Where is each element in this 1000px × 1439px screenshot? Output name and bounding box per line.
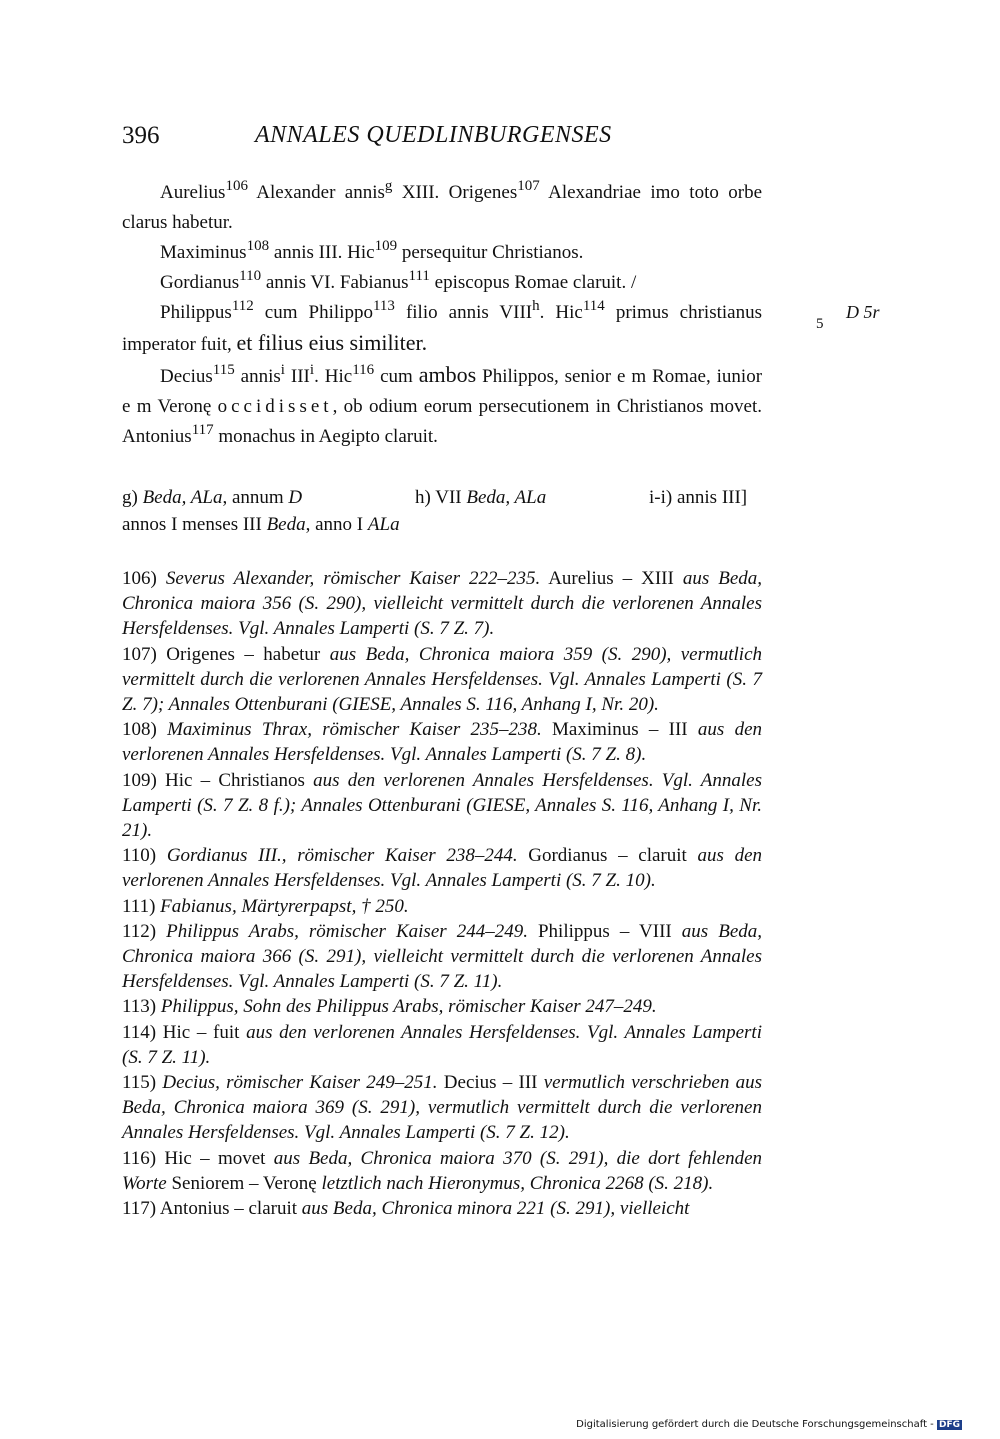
footnote: 111) Fabianus, Märtyrerpapst, † 250. [122,895,409,917]
footnote: 110) Gordianus III., römischer Kaiser 238–244. Gordianus – claruit aus den verlorenen Annales Hersfeldenses. Vgl. Annales Lamperti (S. 7 Z. 10). [122,845,763,892]
apparatus-note-g: g) Beda, ALa, annum D [122,487,303,508]
footnote: 112) Philippus Arabs, römischer Kaiser 244–249. Philippus – VIII aus Beda, Chronica maiora 366 (S. 291), vielleicht vermittelt durch die verlorenen Annales Hersfeldenses. Vgl. Annales Lamperti (S. 7 Z. 11). [122,920,763,993]
running-title: ANNALES QUEDLINBURGENSES [255,122,612,148]
footnote: 115) Decius, römischer Kaiser 249–251. Decius – III vermutlich verschrieben aus Beda, Chronica maiora 369 (S. 291), vermutlich vermittelt durch die verlorenen Annales Hersfeldenses. Vgl. Annales Lamperti (S. 7 Z. 12). [122,1072,762,1144]
paragraph-gordianus: Gordianus$^{110}$ annis VI. Fabianus$^{111}$ episcopus Romae claruit. / [160,268,637,293]
digitization-footer: Digitalisierung gefördert durch die Deutsche Forschungsgemeinschaft - DFG [576,1419,960,1430]
footnote: 108) Maximinus Thrax, römischer Kaiser 235–238. Maximinus – III aus den verlorenen Annales Hersfeldenses. Vgl. Annales Lamperti (S. 7 Z. 8). [122,719,763,766]
paragraph-decius: Decius$^{115}$ annis$^i$ III$^i$. Hic$^{116}$ cum ambos Philippos, senior e m Romae, iunior e m Veronę occidisset, ob odium eorum persecutionem in Christianos movet. Antonius$^{117}$ monachus in Aegipto claruit. [122,362,763,447]
footnotes [122,566,762,1221]
paragraph-philippus: Philippus$^{112}$ cum Philippo$^{113}$ filio annis VIII$^h$. Hic$^{114}$ primus christianus imperator fuit, et filius eius similiter. [122,298,762,355]
footnote: 106) Severus Alexander, römischer Kaiser 222–235. Aurelius – XIII aus Beda, Chronica maiora 356 (S. 290), vielleicht vermittelt durch die verlorenen Annales Hersfeldenses. Vgl. Annales Lamperti (S. 7 Z. 7). [122,568,763,640]
paragraph-aurelius: Aurelius$^{106}$ Alexander annis$^g$ XIII. Origenes$^{107}$ Alexandriae imo toto orbe clarus habetur. [122,178,763,233]
footnote: 107) Origenes – habetur aus Beda, Chronica maiora 359 (S. 290), vermutlich vermittelt durch die verlorenen Annales Hersfeldenses. Vgl. Annales Lamperti (S. 7 Z. 7); Annales Ottenburani (GIESE, Annales S. 116, Anhang I, Nr. 20). [122,643,763,716]
apparatus-note-i-continued: annos I menses III Beda, anno I ALa [122,514,400,535]
footnote: 116) Hic – movet aus Beda, Chronica maiora 370 (S. 291), die dort fehlenden Worte Seniorem – Veronę letztlich nach Hieronymus, Chronica 2268 (S. 218). [122,1147,763,1194]
critical-apparatus [122,484,762,538]
margin-line-number: 5 [816,316,824,332]
apparatus-note-i: i-i) annis III] [649,487,748,508]
footnote: 114) Hic – fuit aus den verlorenen Annales Hersfeldenses. Vgl. Annales Lamperti (S. 7 Z. 11). [122,1021,762,1068]
margin-folio-reference: D 5r [846,302,880,322]
page-number: 396 [122,122,160,149]
main-text [122,178,762,452]
footnote: 109) Hic – Christianos aus den verlorenen Annales Hersfeldenses. Vgl. Annales Lamperti (S. 7 Z. 8 f.); Annales Ottenburani (GIESE, Annales S. 116, Anhang I, Nr. 21). [122,769,762,842]
dfg-logo: DFG [938,1420,960,1430]
footnote: 113) Philippus, Sohn des Philippus Arabs, römischer Kaiser 247–249. [122,996,657,1018]
footnote: 117) Antonius – claruit aus Beda, Chronica minora 221 (S. 291), vielleicht [122,1198,690,1220]
apparatus-note-h: h) VII Beda, ALa [415,487,547,508]
paragraph-maximinus: Maximinus$^{108}$ annis III. Hic$^{109}$ persequitur Christianos. [160,238,584,263]
